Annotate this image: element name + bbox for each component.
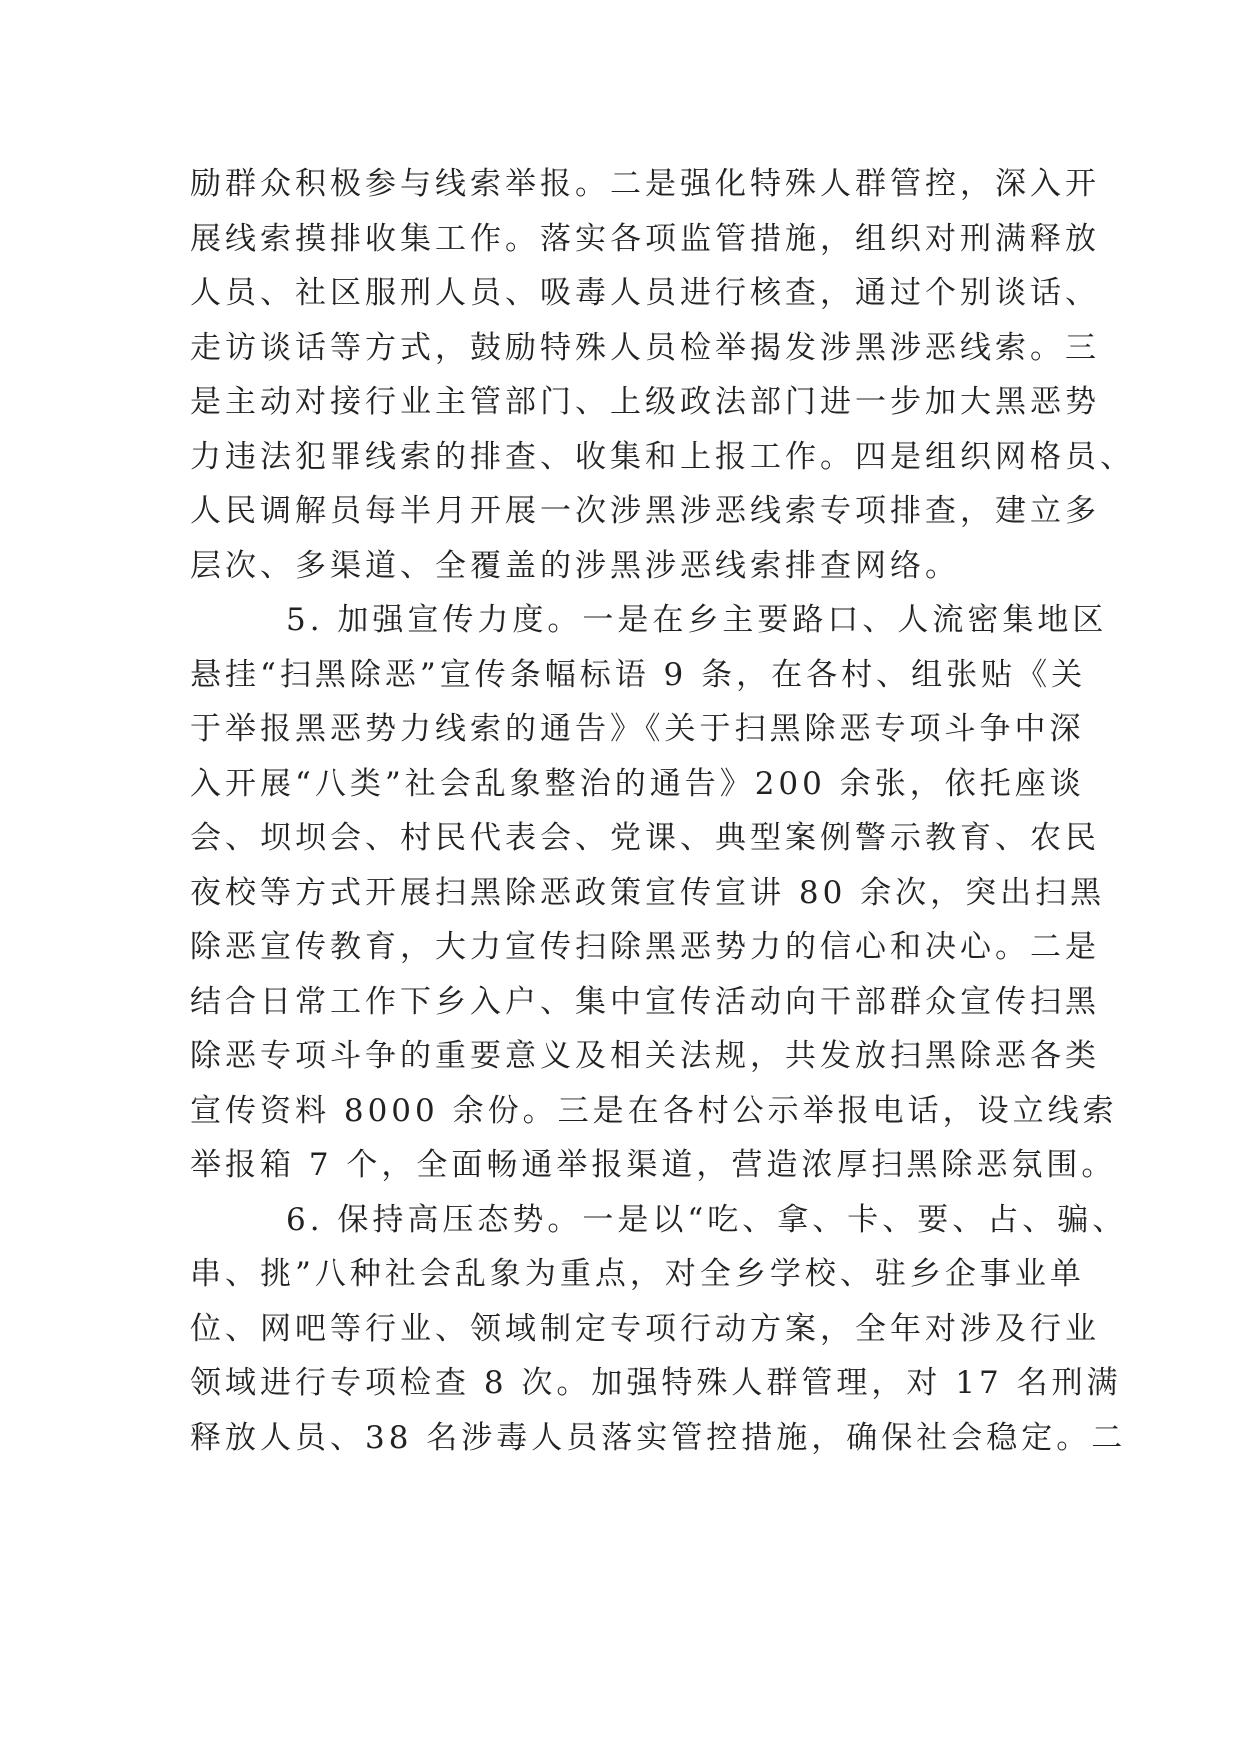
text-line: 除恶专项斗争的重要意义及相关法规，共发放扫黑除恶各类 bbox=[190, 1038, 1100, 1074]
text-line: 展线索摸排收集工作。落实各项监管措施，组织对刑满释放 bbox=[190, 220, 1100, 257]
text-line: 串、挑”八种社会乱象为重点，对全乡学校、驻乡企事业单 bbox=[190, 1256, 1085, 1292]
section-5-heading-line: 5. 加强宣传力度。一是在乡主要路口、人流密集地区 bbox=[286, 602, 1108, 638]
text-line: 会、坝坝会、村民代表会、党课、典型案例警示教育、农民 bbox=[190, 820, 1100, 856]
section-6-heading-line: 6. 保持高压态势。一是以“吃、拿、卡、要、占、骗、 bbox=[286, 1201, 1128, 1238]
text-line: 走访谈话等方式，鼓励特殊人员检举揭发涉黑涉恶线索。三 bbox=[190, 329, 1100, 366]
text-line: 位、网吧等行业、领域制定专项行动方案，全年对涉及行业 bbox=[190, 1310, 1100, 1347]
text-line: 入开展“八类”社会乱象整治的通告》200 余张，依托座谈 bbox=[190, 765, 1085, 802]
text-line: 结合日常工作下乡入户、集中宣传活动向干部群众宣传扫黑 bbox=[190, 983, 1100, 1020]
text-line: 除恶宣传教育，大力宣传扫除黑恶势力的信心和决心。二是 bbox=[190, 929, 1100, 965]
text-line: 力违法犯罪线索的排查、收集和上报工作。四是组织网格员、 bbox=[190, 438, 1135, 475]
text-line: 人民调解员每半月开展一次涉黑涉恶线索专项排查，建立多 bbox=[190, 493, 1100, 529]
text-line: 领域进行专项检查 8 次。加强特殊人群管理，对 17 名刑满 bbox=[190, 1365, 1122, 1401]
text-line: 是主动对接行业主管部门、上级政法部门进一步加大黑恶势 bbox=[190, 384, 1100, 420]
text-line: 悬挂“扫黑除恶”宣传条幅标语 9 条，在各村、组张贴《关 bbox=[190, 656, 1087, 693]
text-line: 励群众积极参与线索举报。二是强化特殊人群管控，深入开 bbox=[190, 166, 1100, 202]
document-body bbox=[190, 157, 1135, 1465]
text-line: 释放人员、38 名涉毒人员落实管控措施，确保社会稳定。二 bbox=[190, 1419, 1127, 1456]
text-line: 夜校等方式开展扫黑除恶政策宣传宣讲 80 余次，突出扫黑 bbox=[190, 874, 1106, 911]
text-line: 人员、社区服刑人员、吸毒人员进行核查，通过个别谈话、 bbox=[190, 275, 1100, 311]
text-line: 于举报黑恶势力线索的通告》《关于扫黑除恶专项斗争中深 bbox=[190, 711, 1085, 747]
text-line: 举报箱 7 个，全面畅通举报渠道，营造浓厚扫黑除恶氛围。 bbox=[190, 1147, 1117, 1183]
text-line: 宣传资料 8000 余份。三是在各村公示举报电话，设立线索 bbox=[190, 1092, 1118, 1129]
text-line: 层次、多渠道、全覆盖的涉黑涉恶线索排查网络。 bbox=[190, 547, 960, 584]
